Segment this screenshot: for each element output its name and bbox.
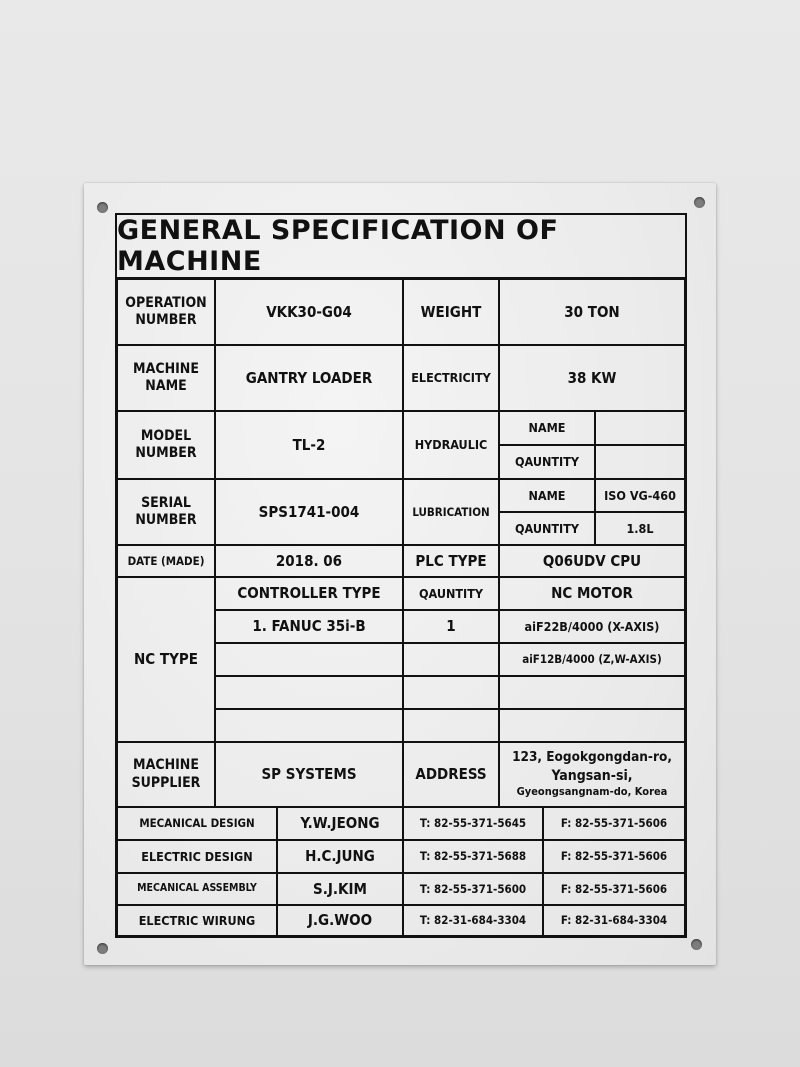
nc-header-motor: NC MOTOR bbox=[499, 577, 685, 610]
lubrication-label: LUBRICATION bbox=[403, 479, 499, 545]
hydraulic-quantity-label: QAUNTITY bbox=[499, 445, 595, 479]
hydraulic-name-label: NAME bbox=[499, 411, 595, 445]
nc-row-1-motor: aiF22B/4000 (X-AXIS) bbox=[499, 610, 685, 643]
contact-1-name: Y.W.JEONG bbox=[277, 807, 403, 840]
operation-number-value: VKK30-G04 bbox=[215, 279, 403, 345]
specification-table bbox=[115, 213, 687, 938]
nc-row-4-quantity bbox=[403, 709, 499, 742]
nc-row-3-quantity bbox=[403, 676, 499, 709]
contact-2-tel: T: 82-55-371-5688 bbox=[403, 840, 543, 873]
contact-4-role: ELECTRIC WIRUNG bbox=[117, 905, 277, 936]
nc-type-label: NC TYPE bbox=[117, 577, 215, 742]
address-line-1: 123, Eogokgongdan-ro, bbox=[512, 749, 672, 766]
machine-name-value: GANTRY LOADER bbox=[215, 345, 403, 411]
address-line-2: Yangsan-si, bbox=[551, 768, 633, 785]
model-number-label: MODEL NUMBER bbox=[117, 411, 215, 479]
nc-row-4-controller bbox=[215, 709, 403, 742]
weight-label: WEIGHT bbox=[403, 279, 499, 345]
contact-3-tel: T: 82-55-371-5600 bbox=[403, 873, 543, 905]
machine-supplier-value: SP SYSTEMS bbox=[215, 742, 403, 807]
nc-row-3-motor bbox=[499, 676, 685, 709]
date-made-value: 2018. 06 bbox=[215, 545, 403, 577]
address-line-3: Gyeongsangnam-do, Korea bbox=[516, 785, 668, 799]
nc-row-2-motor: aiF12B/4000 (Z,W-AXIS) bbox=[499, 643, 685, 676]
lubrication-name-label: NAME bbox=[499, 479, 595, 512]
contact-2-role: ELECTRIC DESIGN bbox=[117, 840, 277, 873]
lubrication-quantity-value: 1.8L bbox=[595, 512, 685, 545]
plate-title: GENERAL SPECIFICATION OF MACHINE bbox=[117, 215, 685, 279]
contact-4-name: J.G.WOO bbox=[277, 905, 403, 936]
contact-3-role: MECANICAL ASSEMBLY bbox=[117, 873, 277, 905]
operation-number-label: OPERATION NUMBER bbox=[117, 279, 215, 345]
hydraulic-name-value bbox=[595, 411, 685, 445]
machine-supplier-label: MACHINE SUPPLIER bbox=[117, 742, 215, 807]
nc-row-1-quantity: 1 bbox=[403, 610, 499, 643]
lubrication-name-value: ISO VG-460 bbox=[595, 479, 685, 512]
nameplate bbox=[84, 183, 716, 965]
contact-2-name: H.C.JUNG bbox=[277, 840, 403, 873]
mounting-hole-bottom-right bbox=[691, 939, 702, 950]
hydraulic-quantity-value bbox=[595, 445, 685, 479]
nc-row-4-motor bbox=[499, 709, 685, 742]
nc-header-quantity: QAUNTITY bbox=[403, 577, 499, 610]
date-made-label: DATE (MADE) bbox=[117, 545, 215, 577]
address-label: ADDRESS bbox=[403, 742, 499, 807]
electricity-label: ELECTRICITY bbox=[403, 345, 499, 411]
mounting-hole-top-right bbox=[694, 197, 705, 208]
nc-row-2-controller bbox=[215, 643, 403, 676]
contact-1-role: MECANICAL DESIGN bbox=[117, 807, 277, 840]
nc-row-2-quantity bbox=[403, 643, 499, 676]
nc-row-1-controller: 1. FANUC 35i-B bbox=[215, 610, 403, 643]
contact-2-fax: F: 82-55-371-5606 bbox=[543, 840, 685, 873]
hydraulic-label: HYDRAULIC bbox=[403, 411, 499, 479]
contact-3-fax: F: 82-55-371-5606 bbox=[543, 873, 685, 905]
serial-number-value: SPS1741-004 bbox=[215, 479, 403, 545]
plc-type-value: Q06UDV CPU bbox=[499, 545, 685, 577]
mounting-hole-top-left bbox=[97, 202, 108, 213]
serial-number-label: SERIAL NUMBER bbox=[117, 479, 215, 545]
contact-4-fax: F: 82-31-684-3304 bbox=[543, 905, 685, 936]
contact-1-tel: T: 82-55-371-5645 bbox=[403, 807, 543, 840]
mounting-hole-bottom-left bbox=[97, 943, 108, 954]
lubrication-quantity-label: QAUNTITY bbox=[499, 512, 595, 545]
contact-3-name: S.J.KIM bbox=[277, 873, 403, 905]
machine-name-label: MACHINE NAME bbox=[117, 345, 215, 411]
contact-1-fax: F: 82-55-371-5606 bbox=[543, 807, 685, 840]
nc-row-3-controller bbox=[215, 676, 403, 709]
model-number-value: TL-2 bbox=[215, 411, 403, 479]
electricity-value: 38 KW bbox=[499, 345, 685, 411]
weight-value: 30 TON bbox=[499, 279, 685, 345]
plc-type-label: PLC TYPE bbox=[403, 545, 499, 577]
nc-header-controller: CONTROLLER TYPE bbox=[215, 577, 403, 610]
address-value bbox=[499, 742, 685, 807]
contact-4-tel: T: 82-31-684-3304 bbox=[403, 905, 543, 936]
